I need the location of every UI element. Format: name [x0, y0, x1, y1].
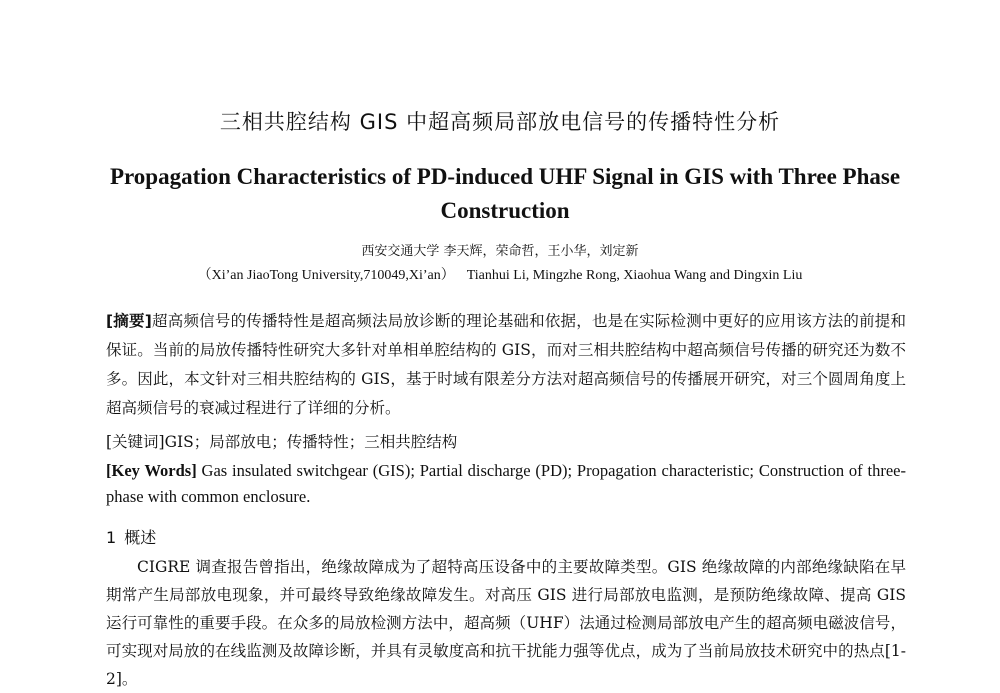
- paper-title-chinese: 三相共腔结构 GIS 中超高频局部放电信号的传播特性分析: [219, 110, 781, 134]
- section-title: 概述: [124, 528, 157, 547]
- keywords-chinese-text: GIS；局部放电；传播特性；三相共腔结构: [164, 433, 458, 451]
- section-heading: [106, 525, 156, 548]
- authors-chinese: 西安交通大学 李天辉，荣命哲，王小华，刘定新: [361, 244, 639, 259]
- keywords-english-text: Gas insulated switchgear (GIS); Partial discharge (PD); Propagation characteristic; Construction of three-phase with common enclosure.: [106, 461, 906, 506]
- keywords-english-label: [Key Words]: [106, 461, 197, 480]
- keywords-english: [106, 458, 906, 510]
- affiliation-line: [0, 264, 1000, 284]
- section-number: 1: [106, 528, 117, 547]
- abstract-text: 超高频信号的传播特性是超高频法局放诊断的理论基础和依据，也是在实际检测中更好的应用该方法的前提和保证。当前的局放传播特性研究大多针对单相单腔结构的 GIS，而对三相共腔结构中超高频信号传播的研究还为数不多。因此，本文针对三相共腔结构的 GIS，基于时域有限差分方法对超高频信号的传播展开研究，对三个圆周角度上超高频信号的衰减过程进行了详细的分析。: [106, 312, 906, 417]
- section-body-paragraph: CIGRE 调查报告曾指出，绝缘故障成为了超特高压设备中的主要故障类型。GIS 绝缘故障的内部绝缘缺陷在早期常产生局部放电现象，并可最终导致绝缘故障发生。对高压 GIS 进行局部放电监测，是预防绝缘故障、提高 GIS 运行可靠性的重要手段。在众多的局放检测方法中，超高频（UHF）法通过检测局部放电产生的超高频电磁波信号，可实现对局放的在线监测及故障诊断，并具有灵敏度高和抗干扰能力强等优点，成为了当前局放技术研究中的热点[1-2]。: [106, 558, 906, 688]
- authors-english: Tianhui Li, Mingzhe Rong, Xiaohua Wang and Dingxin Liu: [466, 268, 803, 283]
- abstract-label: [摘要]: [106, 312, 152, 330]
- abstract-paragraph: [106, 307, 906, 423]
- paper-title-english: Propagation Characteristics of PD-induced UHF Signal in GIS with Three Phase Construction: [109, 164, 901, 223]
- keywords-chinese-label: [关键词]: [106, 433, 165, 451]
- keywords-chinese: [106, 428, 906, 456]
- affiliation-english: （Xi’an JiaoTong University,710049,Xi’an）: [197, 268, 455, 283]
